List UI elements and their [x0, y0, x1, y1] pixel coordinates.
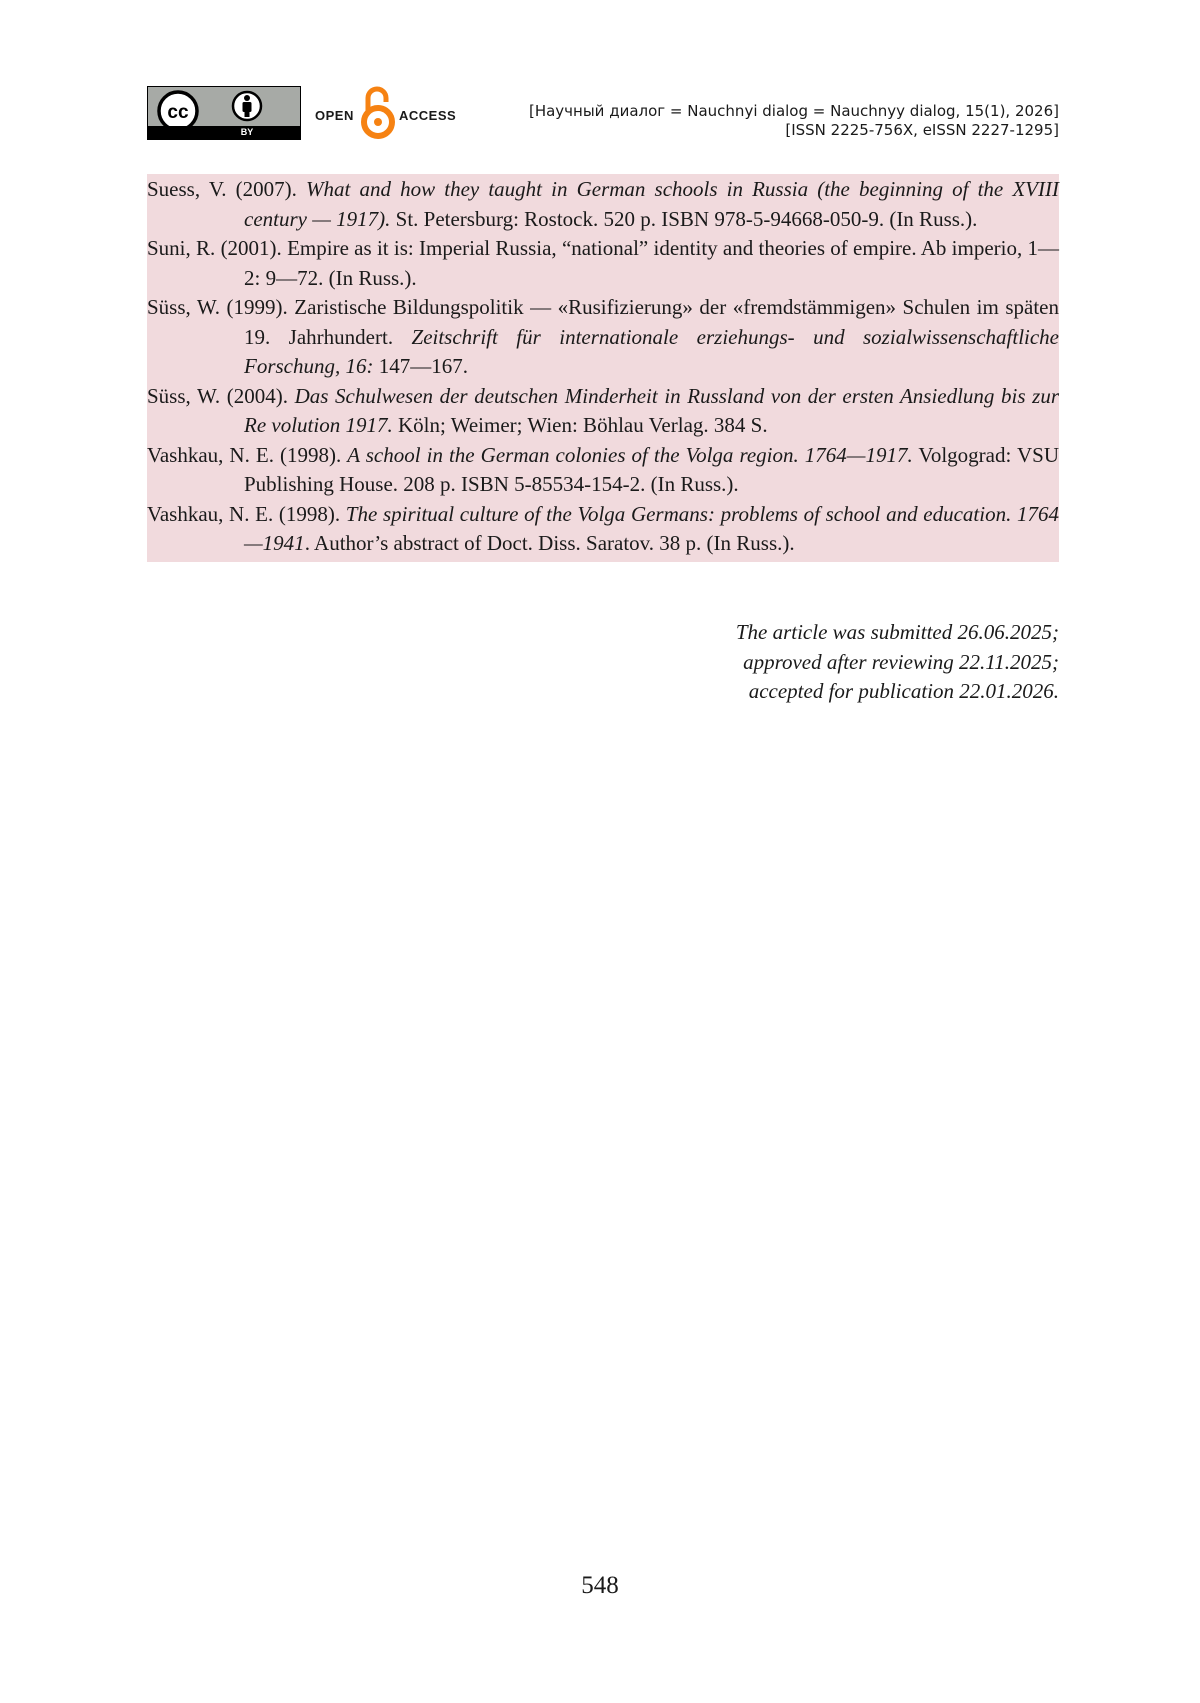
reference-title: A school in the German colonies of the Volga region. 1764—1917.: [347, 442, 913, 467]
open-lock-icon: [359, 86, 397, 140]
reference-author: Vashkau, N. E. (1998).: [147, 501, 346, 526]
reference-author: Suess, V. (2007).: [147, 177, 307, 201]
license-by-text: BY: [240, 127, 254, 137]
journal-citation: [529, 102, 1059, 140]
reference-journal: Zeitschrift für internationale erziehungs- und sozialwissenschaftliche Forschung, 16:: [244, 324, 1060, 378]
open-access-logo[interactable]: [315, 86, 465, 140]
reference-details: Empire as it is: Imperial Russia, “national” identity and theories of empire. Ab imperio, 1—2: 9—72. (In Russ.).: [244, 236, 1059, 290]
reference-title: Das Schulwesen der deutschen Minderheit in Russland von der ersten Ansiedlung bis zur Re volution 1917.: [244, 383, 1059, 437]
reference-author: Vashkau, N. E. (1998).: [147, 442, 348, 467]
svg-text:cc: cc: [167, 102, 189, 123]
reference-details: St. Petersburg: Rostock. 520 p. ISBN 978-5-94668-050-9. (In Russ.).: [390, 206, 978, 231]
reference-author: Suni, R. (2001).: [147, 236, 288, 260]
reference-list: [147, 174, 1059, 562]
reference-title: What and how they taught in German schools in Russia (the beginning of the XVIII century — 1917).: [244, 177, 1059, 231]
reference-item: [147, 293, 1059, 382]
reference-details: . Author’s abstract of Doct. Diss. Saratov. 38 p. (In Russ.).: [304, 531, 795, 555]
article-dates: [736, 618, 1059, 707]
page-number: 548: [581, 1572, 619, 1599]
reference-item: [147, 441, 1059, 500]
reference-details: Zaristische Bildungspolitik — «Rusifizierung» der «fremdstämmigen» Schulen im späten 19. Jahrhundert.: [244, 295, 1059, 349]
accepted-date: accepted for publication 22.01.2026.: [748, 679, 1059, 703]
approved-date: approved after reviewing 22.11.2025;: [743, 649, 1059, 674]
journal-title-line: [Научный диалог = Nauchnyi dialog = Nauchnyy dialog, 15(1), 2026]: [528, 102, 1059, 120]
reference-title: The spiritual culture of the Volga Germans: problems of school and education. 1764—1941: [244, 501, 1060, 555]
reference-pages: 147—167.: [373, 354, 468, 378]
reference-details: Volgograd: VSU Publishing House. 208 p. ISBN 5-85534-154-2. (In Russ.).: [244, 442, 1059, 496]
page-header: [147, 86, 1059, 142]
reference-details: Köln; Weimer; Wien: Böhlau Verlag. 384 S.: [392, 413, 768, 437]
open-access-word-access: ACCESS: [399, 108, 457, 123]
reference-item: [147, 382, 1059, 441]
reference-author: Süss, W. (1999).: [147, 295, 295, 319]
cc-by-license-badge[interactable]: [147, 86, 301, 140]
open-access-word-open: OPEN: [315, 108, 354, 123]
reference-item: [147, 500, 1059, 559]
journal-issn-line: [ISSN 2225-756X, eISSN 2227-1295]: [785, 121, 1059, 139]
reference-author: Süss, W. (2004).: [147, 383, 295, 408]
reference-item: [147, 175, 1059, 234]
reference-item: [147, 234, 1059, 293]
submitted-date: The article was submitted 26.06.2025;: [735, 620, 1059, 644]
